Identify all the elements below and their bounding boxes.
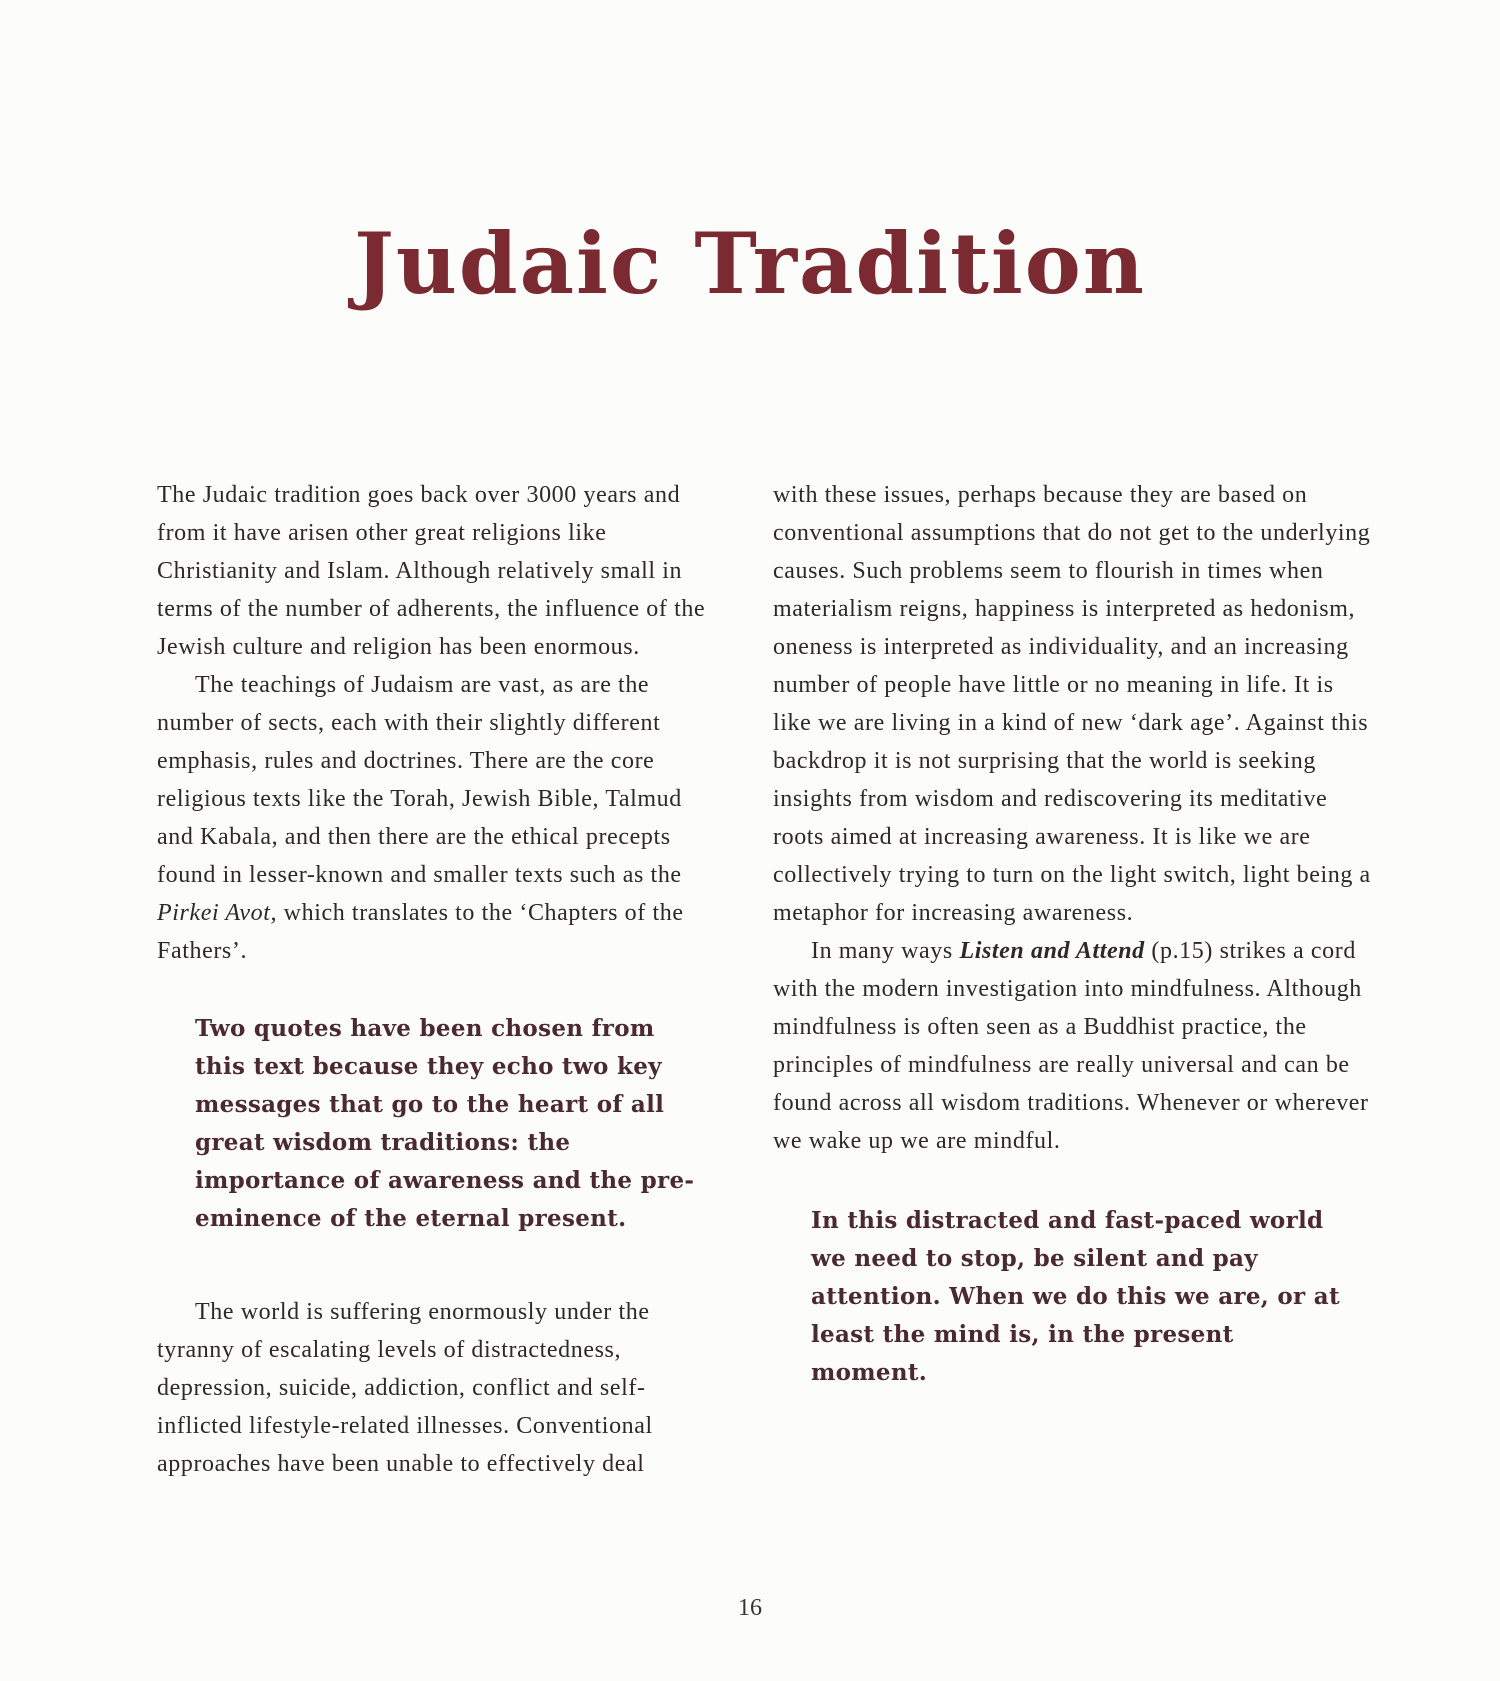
paragraph-text: The teachings of Judaism are vast, as are the number of sects, each with their slightly different emphasis, rules and doctrines. There are the core religious texts like the Torah, Jewish Bible, Talmud and Kabala, and then there are the ethical precepts found in lesser-known and smaller texts such as the bbox=[157, 672, 682, 888]
left-column bbox=[157, 476, 722, 1483]
cross-reference-title: Listen and Attend bbox=[959, 938, 1145, 964]
page-title: Judaic Tradition bbox=[354, 214, 1146, 313]
right-column bbox=[773, 476, 1373, 1392]
paragraph-text: In many ways bbox=[811, 938, 960, 964]
pull-quote: In this distracted and fast-paced world we need to stop, be silent and pay attention. When we do this we are, or at least the mind is, in the present moment. bbox=[811, 1207, 1340, 1386]
body-paragraph: The world is suffering enormously under the tyranny of escalating levels of distractedness, depression, suicide, addiction, conflict and self-inflicted lifestyle-related illnesses. Conventional approaches have been unable to effectively deal bbox=[157, 1299, 653, 1477]
page-number: 16 bbox=[738, 1595, 762, 1621]
paragraph-text: (p.15) strikes a cord with the modern investigation into mindfulness. Although mindfulness is often seen as a Buddhist practice, the principles of mindfulness are really universal and can be found across all wisdom traditions. Whenever or wherever we wake up we are mindful. bbox=[773, 938, 1369, 1154]
body-paragraph: with these issues, perhaps because they are based on conventional assumptions that do not get to the underlying causes. Such problems seem to flourish in times when materialism reigns, happiness is interpreted as hedonism, oneness is interpreted as individuality, and an increasing number of people have little or no meaning in life. It is like we are living in a kind of new ‘dark age’. Against this backdrop it is not surprising that the world is seeking insights from wisdom and rediscovering its meditative roots aimed at increasing awareness. It is like we are collectively trying to turn on the light switch, light being a metaphor for increasing awareness. bbox=[773, 482, 1371, 926]
pull-quote: Two quotes have been chosen from this text because they echo two key messages that go to the heart of all great wisdom traditions: the importance of awareness and the pre-eminence of the eternal present. bbox=[195, 1015, 695, 1232]
body-paragraph: The Judaic tradition goes back over 3000 years and from it have arisen other great religions like Christianity and Islam. Although relatively small in terms of the number of adherents, the influence of the Jewish culture and religion has been enormous. bbox=[157, 482, 706, 660]
body-paragraph bbox=[773, 932, 1373, 1160]
paragraph-text: which translates to the ‘Chapters of the Fathers’. bbox=[157, 900, 684, 964]
book-title: Pirkei Avot, bbox=[157, 900, 278, 926]
body-paragraph bbox=[157, 666, 722, 970]
